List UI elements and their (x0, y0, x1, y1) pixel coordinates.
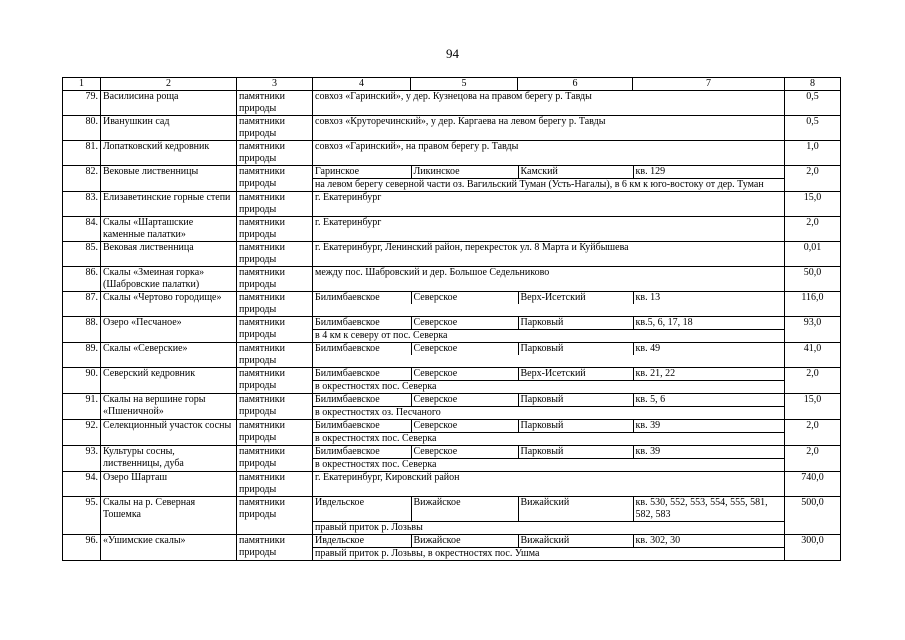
location-description: в окрестностях пос. Северка (315, 459, 437, 470)
location-cell: совхоз «Гаринский», у дер. Кузнецова на правом берегу р. Тавды (313, 91, 785, 116)
forest-area-cell: Вижайский (518, 535, 633, 548)
location-cell: г. Екатеринбург (313, 217, 785, 242)
location-cell (313, 317, 785, 343)
row-number: 86. (63, 267, 101, 292)
area-value: 41,0 (785, 343, 841, 368)
forestry-cell: Ивдельское (313, 535, 411, 548)
forest-area-cell: Верх-Исетский (518, 292, 633, 304)
district-forestry-cell: Вижайское (411, 535, 518, 548)
forest-area-cell: Камский (518, 166, 633, 179)
quarter-cell: кв. 302, 30 (633, 535, 785, 548)
row-number: 79. (63, 91, 101, 116)
location-cell (313, 166, 785, 192)
object-category: памятники природы (237, 343, 313, 368)
object-name: Скалы на вершине горы «Пшеничной» (101, 394, 237, 420)
area-value: 0,5 (785, 116, 841, 141)
area-value: 15,0 (785, 394, 841, 420)
district-forestry-cell: Северское (411, 394, 518, 407)
forestry-cell: Ивдельское (313, 497, 411, 522)
forest-area-cell: Верх-Исетский (518, 368, 633, 381)
object-category: памятники природы (237, 368, 313, 394)
area-value: 2,0 (785, 166, 841, 192)
object-category: памятники природы (237, 141, 313, 166)
forest-area-cell: Парковый (518, 317, 633, 330)
object-name: «Ушимские скалы» (101, 535, 237, 561)
object-name: Скалы «Чертово городище» (101, 292, 237, 317)
row-number: 93. (63, 446, 101, 472)
header-cell: 2 (101, 78, 237, 91)
table-row (63, 535, 841, 561)
area-value: 300,0 (785, 535, 841, 561)
object-name: Скалы «Змеиная горка» (Шабровские палатки) (101, 267, 237, 292)
location-description: в 4 км к северу от пос. Северка (315, 330, 448, 341)
table-row (63, 217, 841, 242)
location-cell: г. Екатеринбург, Кировский район (313, 472, 785, 497)
table-row (63, 267, 841, 292)
table-row (63, 497, 841, 535)
header-cell: 4 (313, 78, 411, 91)
object-category: памятники природы (237, 420, 313, 446)
district-forestry-cell: Северское (411, 368, 518, 381)
quarter-cell: кв. 129 (633, 166, 785, 179)
header-row (63, 78, 841, 91)
object-name: Вековые лиственницы (101, 166, 237, 192)
object-name: Лопатковский кедровник (101, 141, 237, 166)
object-name: Елизаветинские горные степи (101, 192, 237, 217)
table-row (63, 343, 841, 368)
quarter-cell: кв. 21, 22 (633, 368, 785, 381)
forest-area-cell: Парковый (518, 343, 633, 355)
quarter-cell: кв. 13 (633, 292, 785, 304)
object-name: Иванушкин сад (101, 116, 237, 141)
row-number: 92. (63, 420, 101, 446)
quarter-cell: кв. 39 (633, 446, 785, 459)
object-category: памятники природы (237, 166, 313, 192)
quarter-cell: кв. 5, 6 (633, 394, 785, 407)
row-number: 89. (63, 343, 101, 368)
forest-area-cell: Парковый (518, 394, 633, 407)
table-row (63, 472, 841, 497)
object-name: Скалы «Северские» (101, 343, 237, 368)
header-cell: 3 (237, 78, 313, 91)
row-number: 82. (63, 166, 101, 192)
area-value: 740,0 (785, 472, 841, 497)
location-cell: г. Екатеринбург (313, 192, 785, 217)
page-number: 94 (446, 46, 459, 61)
object-category: памятники природы (237, 317, 313, 343)
header-cell: 8 (785, 78, 841, 91)
location-cell (313, 446, 785, 472)
forestry-cell: Билимбаевское (315, 343, 380, 354)
row-number: 84. (63, 217, 101, 242)
area-value: 2,0 (785, 446, 841, 472)
location-cell: между пос. Шабровский и дер. Большое Седельниково (313, 267, 785, 292)
row-number: 85. (63, 242, 101, 267)
location-cell (313, 368, 785, 394)
location-description: в окрестностях пос. Северка (315, 433, 437, 444)
location-cell (313, 420, 785, 446)
object-name: Культуры сосны, лиственницы, дуба (101, 446, 237, 472)
area-value: 2,0 (785, 420, 841, 446)
forestry-cell: Билимбаевское (313, 317, 411, 330)
table-row (63, 166, 841, 192)
district-forestry-cell: Северское (411, 317, 518, 330)
row-number: 94. (63, 472, 101, 497)
location-description: в окрестностях пос. Северка (315, 381, 437, 392)
table-row (63, 292, 841, 317)
forestry-cell: Билимбаевское (313, 394, 411, 407)
quarter-cell: кв.5, 6, 17, 18 (633, 317, 785, 330)
location-cell (313, 343, 785, 368)
object-name: Северский кедровник (101, 368, 237, 394)
district-forestry-cell: Северское (411, 343, 518, 355)
object-category: памятники природы (237, 192, 313, 217)
location-cell: г. Екатеринбург, Ленинский район, перекресток ул. 8 Марта и Куйбышева (313, 242, 785, 267)
table-row (63, 242, 841, 267)
forestry-cell: Билимбаевское (313, 420, 411, 433)
area-value: 0,01 (785, 242, 841, 267)
object-category: памятники природы (237, 535, 313, 561)
district-forestry-cell: Ликинское (411, 166, 518, 179)
table-row (63, 446, 841, 472)
object-category: памятники природы (237, 446, 313, 472)
object-name: Василисина роща (101, 91, 237, 116)
location-description: правый приток р. Лозьвы (315, 522, 423, 533)
object-name: Скалы на р. Северная Тошемка (101, 497, 237, 535)
object-category: памятники природы (237, 267, 313, 292)
header-cell: 5 (411, 78, 518, 91)
area-value: 2,0 (785, 217, 841, 242)
table-row (63, 420, 841, 446)
row-number: 80. (63, 116, 101, 141)
object-category: памятники природы (237, 242, 313, 267)
forestry-cell: Билимбаевское (315, 292, 380, 303)
row-number: 81. (63, 141, 101, 166)
forestry-cell: Билимбаевское (313, 368, 411, 381)
object-category: памятники природы (237, 292, 313, 317)
header-cell: 6 (518, 78, 633, 91)
object-name: Скалы «Шарташские каменные палатки» (101, 217, 237, 242)
header-cell: 7 (633, 78, 785, 91)
object-category: памятники природы (237, 472, 313, 497)
forest-area-cell: Парковый (518, 446, 633, 459)
row-number: 96. (63, 535, 101, 561)
object-name: Озеро Шарташ (101, 472, 237, 497)
area-value: 2,0 (785, 368, 841, 394)
object-category: памятники природы (237, 497, 313, 535)
area-value: 0,5 (785, 91, 841, 116)
location-description: в окрестностях оз. Песчаного (315, 407, 441, 418)
area-value: 500,0 (785, 497, 841, 535)
location-cell: совхоз «Круторечинский», у дер. Каргаева на левом берегу р. Тавды (313, 116, 785, 141)
table-row (63, 91, 841, 116)
area-value: 1,0 (785, 141, 841, 166)
table-row (63, 192, 841, 217)
row-number: 83. (63, 192, 101, 217)
location-cell (313, 497, 785, 535)
area-value: 93,0 (785, 317, 841, 343)
row-number: 87. (63, 292, 101, 317)
quarter-cell: кв. 530, 552, 553, 554, 555, 581, 582, 583 (633, 497, 785, 522)
district-forestry-cell: Северское (411, 292, 518, 304)
table-row (63, 394, 841, 420)
object-category: памятники природы (237, 394, 313, 420)
location-cell: совхоз «Гаринский», на правом берегу р. Тавды (313, 141, 785, 166)
area-value: 116,0 (785, 292, 841, 317)
location-description: правый приток р. Лозьвы, в окрестностях пос. Ушма (315, 548, 540, 559)
row-number: 91. (63, 394, 101, 420)
forest-area-cell: Парковый (518, 420, 633, 433)
forestry-cell: Билимбаевское (313, 446, 411, 459)
area-value: 15,0 (785, 192, 841, 217)
object-name: Озеро «Песчаное» (101, 317, 237, 343)
object-name: Вековая лиственница (101, 242, 237, 267)
location-cell (313, 292, 785, 317)
object-category: памятники природы (237, 116, 313, 141)
row-number: 95. (63, 497, 101, 535)
table-row (63, 141, 841, 166)
register-table (62, 77, 841, 561)
table-row (63, 368, 841, 394)
object-category: памятники природы (237, 217, 313, 242)
object-name: Селекционный участок сосны (101, 420, 237, 446)
quarter-cell: кв. 49 (633, 343, 785, 355)
row-number: 88. (63, 317, 101, 343)
row-number: 90. (63, 368, 101, 394)
district-forestry-cell: Вижайское (411, 497, 518, 522)
forest-area-cell: Вижайский (518, 497, 633, 522)
district-forestry-cell: Северское (411, 446, 518, 459)
district-forestry-cell: Северское (411, 420, 518, 433)
quarter-cell: кв. 39 (633, 420, 785, 433)
header-cell: 1 (63, 78, 101, 91)
object-category: памятники природы (237, 91, 313, 116)
location-cell (313, 535, 785, 561)
location-cell (313, 394, 785, 420)
area-value: 50,0 (785, 267, 841, 292)
forestry-cell: Гаринское (313, 166, 411, 179)
location-description: на левом берегу северной части оз. Вагильский Туман (Усть-Нагалы), в 6 км к юго-востоку от дер. Туман (315, 179, 764, 190)
table-row (63, 116, 841, 141)
table-row (63, 317, 841, 343)
